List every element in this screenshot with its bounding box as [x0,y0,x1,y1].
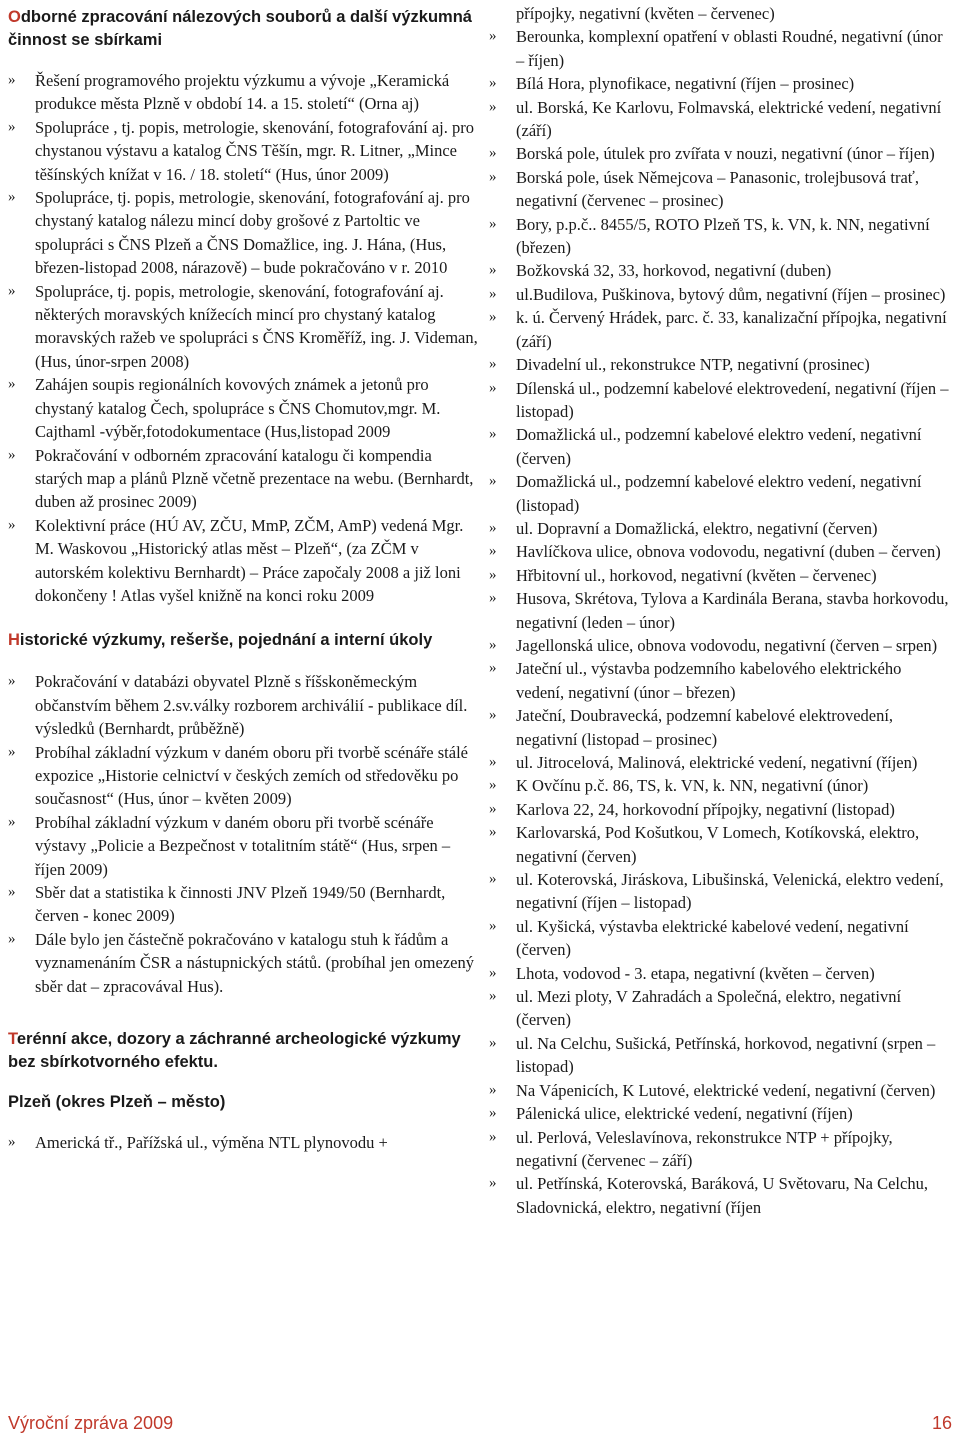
bullet: » [489,777,497,794]
plzen-list [8,1131,478,1154]
list-item [489,377,953,424]
heading-text: dborné zpracování nálezových souborů a další výzkumná činnost se sbírkami [8,8,472,49]
list-item-text: Jagellonská ulice, obnova vodovodu, negativní (červen – srpen) [516,635,938,655]
bullet: » [8,72,16,88]
list-item [489,962,953,985]
list-item-text: ul. Dopravní a Domažlická, elektro, negativní (červen) [516,518,878,538]
list-item [489,587,953,634]
list-item [8,186,478,280]
bullet: » [8,282,16,299]
list-item [489,72,953,95]
processing-list [8,69,478,607]
list-item-text: Zahájen soupis regionálních kovových známek a jetonů pro chystaný katalog Čech, spolupráce s ČNS Chomutov,mgr. M. Cajthaml -výběr,fotodokumentace (Hus,listopad 2009 [35,375,441,442]
list-item-text: ul. Kyšická, výstavba elektrické kabelové vedení, negativní (červen) [516,916,909,960]
list-item-text: Spolupráce , tj. popis, metrologie, skenování, fotografování aj. pro chystanou výstavu a katalog ČNS Těšín, mgr. R. Litner, „Mince těšínských knížat v 16. / 18. století“ (Hus, únor 2009) [35,117,474,184]
list-item-text: Božkovská 32, 33, horkovod, negativní (duben) [516,261,832,281]
list-item-text: K Ovčínu p.č. 86, TS, k. VN, k. NN, negativní (únor) [516,776,869,796]
list-item-text: Jateční ul., výstavba podzemního kabelového elektrického vedení, negativní (únor – březen) [516,659,902,702]
list-item-text: Havlíčkova ulice, obnova vodovodu, negativní (duben – červen) [516,542,941,562]
page-number: 16 [931,1413,952,1433]
list-item [489,564,953,587]
list-item [489,751,953,774]
list-item [489,868,953,915]
list-item-text: Bílá Hora, plynofikace, negativní (říjen – prosinec) [516,74,855,94]
list-item-text: Jateční, Doubravecká, podzemní kabelové elektrovedení, negativní (listopad – prosinec) [516,706,894,749]
bullet: » [489,356,497,373]
list-item [489,423,953,470]
list-item-text: Husova, Skrétova, Tylova a Kardinála Berana, stavba horkovodu, negativní (leden – únor) [516,589,949,632]
list-item-text: ul. Jitrocelová, Malinová, elektrické vedení, negativní (říjen) [516,753,918,772]
bullet: » [8,1134,16,1151]
list-item-text: Bory, p.p.č.. 8455/5, ROTO Plzeň TS, k. VN, k. NN, negativní (březen) [516,214,930,258]
bullet: » [489,215,497,232]
bullet: » [489,1105,497,1122]
bullet: » [489,145,497,162]
list-item [8,881,478,928]
list-item [489,821,953,868]
section-heading-field-actions [8,1028,478,1074]
bullet: » [489,988,497,1005]
list-item-text: ul. Petřínská, Koterovská, Baráková, U Světovaru, Na Celchu, Sladovnická, elektro, negativní (říjen [516,1174,928,1217]
bullet: » [8,743,16,760]
bullet: » [489,754,497,770]
list-item-text: Domažlická ul., podzemní kabelové elektro vedení, negativní (listopad) [516,472,922,515]
list-item [8,69,478,116]
list-item-text: ul. Borská, Ke Karlovu, Folmavská, elektrické vedení, negativní (září) [516,97,942,141]
list-item [489,166,953,213]
bullet: » [8,516,16,533]
list-item-text: ul. Na Celchu, Sušická, Petřínská, horkovod, negativní (srpen – listopad) [516,1033,936,1077]
bullet: » [489,519,497,536]
bullet: » [489,1128,497,1145]
heading-initial: O [8,8,21,26]
list-item-text: k. ú. Červený Hrádek, parc. č. 33, kanalizační přípojka, negativní (září) [516,308,947,351]
bullet: » [489,824,497,841]
list-item [8,741,478,811]
list-item [489,1172,953,1219]
list-item [489,540,953,563]
list-item [489,213,953,260]
bullet: » [489,800,497,817]
list-item [489,1079,953,1102]
list-item-text: ul. Perlová, Veleslavínova, rekonstrukce NTP + přípojky, negativní (červenec – září) [516,1127,893,1170]
bullet: » [489,707,497,724]
list-item [489,306,953,353]
bullet: » [489,75,497,92]
list-item-text: Kolektivní práce (HÚ AV, ZČU, MmP, ZČM, AmP) vedená Mgr. M. Waskovou „Historický atlas měst – Plzeň“, (za ZČM v autorském kolektivu Bernhardt) – Práce započaly 2008 a již loni dokončeny ! Atlas vyšel knižně na konci roku 2009 [35,515,464,605]
list-item [8,670,478,740]
list-item [489,353,953,376]
plzen-list-continued [489,2,953,25]
bullet: » [489,636,497,653]
list-item-text: Spolupráce, tj. popis, metrologie, skenování, fotografování aj. pro chystaný katalog nálezu mincí doby grošové z Partoltic ve spolupráci s ČNS Plzeň a ČNS Domažlice, ing. J. Hána, (Hus, březen-listopad 2008, nárazově) – bude pokračováno v r. 2010 [35,188,470,278]
section-heading-processing [8,6,478,52]
right-column [489,2,953,1219]
bullet: » [489,566,497,583]
list-item-text: Pokračování v databázi obyvatel Plzně s říšskoněmeckým občanstvím během 2.sv.války rozborem archiválií - publikace díl. výsledků (Bernhardt, průběžně) [35,672,468,739]
bullet: » [489,168,497,185]
list-item [489,657,953,704]
list-item [489,96,953,143]
list-item [489,798,953,821]
heading-initial: T [8,1030,17,1049]
left-column [8,0,478,1154]
list-item-text: ul. Koterovská, Jiráskova, Libušinská, Velenická, elektro vedení, negativní (říjen – listopad) [516,870,944,913]
section-heading-historical [8,629,478,652]
bullet: » [8,189,16,206]
list-item-text: ul. Mezi ploty, V Zahradách a Společná, elektro, negativní (červen) [516,987,902,1030]
list-item [8,373,478,443]
list-item-text: Dílenská ul., podzemní kabelové elektrovedení, negativní (říjen – listopad) [516,378,949,421]
list-item-text: Na Vápenicích, K Lutové, elektrické vedení, negativní (červen) [516,1080,936,1100]
bullet: » [8,376,16,393]
bullet: » [489,1034,497,1051]
bullet: » [489,262,497,279]
list-item [8,514,478,608]
list-item [489,25,953,72]
bullet: » [489,98,497,115]
list-item [489,517,953,540]
bullet: » [489,871,497,888]
bullet: » [8,673,16,690]
bullet: » [489,285,497,302]
bullet: » [489,543,497,560]
section-heading-plzen: Plzeň (okres Plzeň – město) [8,1093,226,1112]
list-item-text: ul.Budilova, Puškinova, bytový dům, negativní (říjen – prosinec) [516,284,946,304]
list-item [8,116,478,186]
bullet: » [489,917,497,934]
bullet: » [489,426,497,443]
list-item-text: Karlova 22, 24, horkovodní přípojky, negativní (listopad) [516,799,895,819]
bullet: » [8,930,16,947]
list-item-text: Berounka, komplexní opatření v oblasti Roudné, negativní (únor – říjen) [516,27,943,70]
list-item-text: Probíhal základní výzkum v daném oboru při tvorbě scénáře výstavy „Policie a Bezpečnost v totalitním státě“ (Hus, srpen – říjen 2009) [35,812,451,879]
list-item-text: Spolupráce, tj. popis, metrologie, skenování, fotografování aj. některých moravských knížecích mincí pro chystaný katalog moravských ražeb ve spolupráci s ČNS Kroměříž, ing. J. Videman, (Hus, únor-srpen 2008) [35,281,478,371]
bullet: » [489,590,497,607]
list-item [489,1126,953,1173]
heading-text: istorické výzkumy, rešerše, pojednání a interní úkoly [19,631,433,650]
bullet: » [8,813,16,830]
bullet: » [489,309,497,326]
list-item-text: Hřbitovní ul., horkovod, negativní (květen – červenec) [516,565,877,585]
list-item-text: Sběr dat a statistika k činnosti JNV Plzeň 1949/50 (Bernhardt, červen - konec 2009) [35,883,446,926]
heading-text: erénní akce, dozory a záchranné archeologické výzkumy bez sbírkotvorného efektu. [8,1030,461,1072]
list-item [8,928,478,998]
list-item [489,985,953,1032]
list-item-text: Domažlická ul., podzemní kabelové elektro vedení, negativní (červen) [516,425,922,468]
list-item-text: Pálenická ulice, elektrické vedení, negativní (říjen) [516,1104,853,1124]
list-item [8,1131,478,1154]
list-item [489,1032,953,1079]
list-item-text: Borská pole, úsek Němejcova – Panasonic, trolejbusová trať, negativní (červenec – prosinec) [516,167,919,211]
bullet: » [489,28,497,45]
bullet: » [489,1081,497,1098]
bullet: » [8,446,16,463]
list-item-text: přípojky, negativní (květen – červenec) [516,4,775,23]
list-item [489,1102,953,1125]
historical-list [8,670,478,998]
list-item-text: Americká tř., Pařížská ul., výměna NTL plynovodu + [35,1133,388,1153]
plzen-sites-list [489,25,953,1219]
list-item [489,259,953,282]
list-item-text: Dále bylo jen částečně pokračováno v katalogu stuh k řádům a vyznamenáním ČSR a nástupnických států. (probíhal jen omezený sběr dat – zpracovával Hus). [35,929,474,996]
bullet: » [489,379,497,396]
bullet: » [8,118,16,135]
list-item-text: Pokračování v odborném zpracování katalogu či kompendia starých map a plánů Plzně včetně prezentace na webu. (Bernhardt, duben až prosinec 2009) [35,445,474,512]
list-item [8,280,478,374]
list-item-text: Řešení programového projektu výzkumu a vývoje „Keramická produkce města Plzně v období 14. a 15. století“ (Orna aj) [35,71,450,114]
bullet: » [489,660,497,677]
list-item-text: Karlovarská, Pod Košutkou, V Lomech, Kotíkovská, elektro, negativní (červen) [516,823,920,866]
list-item-text: Probíhal základní výzkum v daném oboru při tvorbě scénáře stálé expozice „Historie celnictví v českých zemích od středověku po současnost“ (Hus, únor – květen 2009) [35,742,468,809]
list-item-text: Borská pole, útulek pro zvířata v nouzi, negativní (únor – říjen) [516,144,935,164]
list-item [489,704,953,751]
list-item [489,774,953,797]
list-item [489,634,953,657]
list-item [489,915,953,962]
list-item [489,470,953,517]
list-item [489,142,953,165]
list-item-continuation [489,2,953,25]
list-item-text: Divadelní ul., rekonstrukce NTP, negativní (prosinec) [516,355,870,375]
bullet: » [489,964,497,981]
bullet: » [489,473,497,490]
bullet: » [8,884,16,900]
list-item-text: Lhota, vodovod - 3. etapa, negativní (květen – červen) [516,963,875,983]
bullet: » [489,1175,497,1192]
list-item [489,283,953,306]
list-item [8,444,478,514]
heading-initial: H [8,631,20,650]
footer-title: Výroční zpráva 2009 [8,1413,174,1433]
list-item [8,811,478,881]
